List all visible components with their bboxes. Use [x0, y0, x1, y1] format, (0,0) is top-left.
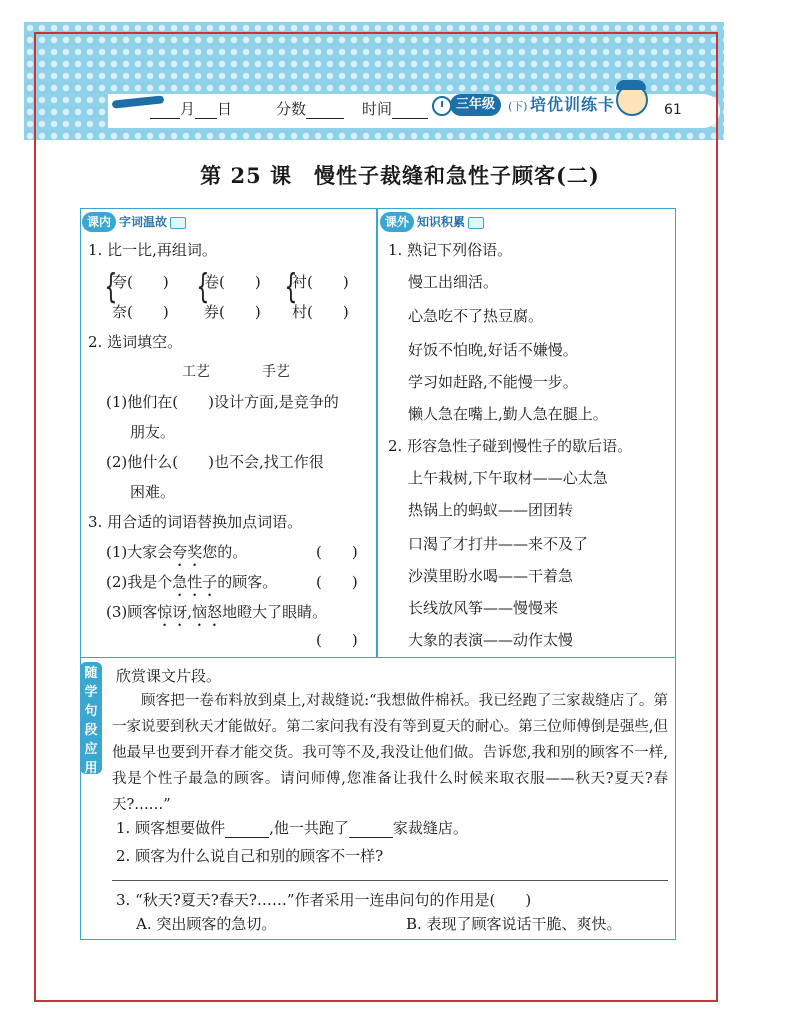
q3-item-2: (2)我是个急性子的顾客。	[106, 573, 278, 591]
xiehouyu-item: 长线放风筝——慢慢来	[408, 599, 559, 617]
column-divider	[376, 208, 378, 658]
answer-blank[interactable]	[349, 821, 393, 838]
q1-prompt: 1. 比一比,再组词。	[88, 241, 217, 259]
q1-word[interactable]: 券( )	[204, 303, 261, 321]
page-number: 61	[664, 102, 682, 118]
right-section-tab	[380, 212, 484, 232]
xiehouyu-item: 沙漠里盼水喝——干着急	[408, 567, 574, 585]
brand-title: 培优训练卡	[530, 95, 616, 114]
proverb-item: 好饭不怕晚,好话不嫌慢。	[408, 341, 578, 359]
side-tab-label: 随学句段应用	[80, 662, 102, 774]
right-tab-head: 课外	[380, 212, 414, 232]
bottom-intro: 欣赏课文片段。	[116, 667, 222, 685]
right-q2-prompt: 2. 形容急性子碰到慢性子的歇后语。	[388, 437, 633, 455]
book-icon	[170, 217, 186, 229]
q3-answer[interactable]: ( )	[316, 573, 358, 591]
month-label: 月	[180, 100, 196, 118]
right-tab-rest: 知识积累	[417, 215, 466, 229]
right-q1-prompt: 1. 熟记下列俗语。	[388, 241, 513, 259]
grade-badge: 三年级	[450, 94, 501, 116]
q1-word[interactable]: 奈( )	[112, 303, 169, 321]
brace-icon: {	[196, 267, 210, 307]
reading-passage: 顾客把一卷布料放到桌上,对裁缝说:“我想做件棉袄。我已经跑了三家裁缝店了。第一家说要到秋天才能做好。第二家问我有没有等到夏天的耐心。第三位师傅倒是强些,但他最早也要到开春才能交货。我可等不及,我没让他们做。告诉您,我和别的顾客不一样,我是个性子最急的顾客。请问师傅,您准备让我什么时候来取衣服——秋天?夏天?春天?……”	[112, 693, 668, 813]
time-label: 时间	[362, 100, 393, 118]
q2-item-2-line1[interactable]: (2)他什么( )也不会,找工作很	[106, 453, 324, 471]
book-icon	[468, 217, 484, 229]
proverb-item: 慢工出细活。	[408, 273, 499, 291]
day-label: 日	[217, 100, 233, 118]
proverb-item: 懒人急在嘴上,勤人急在腿上。	[408, 405, 608, 423]
dotted-word: 急性子	[172, 573, 218, 591]
left-tab-head: 课内	[82, 212, 116, 232]
q2-prompt: 2. 选词填空。	[88, 333, 183, 351]
option-a[interactable]: A. 突出顾客的急切。	[136, 915, 277, 933]
q1-word[interactable]: 卷( )	[204, 273, 261, 291]
bottom-q3: 3. “秋天?夏天?春天?……”作者采用一连串问句的作用是( )	[116, 891, 532, 909]
q3-prompt: 3. 用合适的词语替换加点词语。	[88, 513, 303, 531]
proverb-item: 心急吃不了热豆腐。	[408, 307, 544, 325]
q2-option: 手艺	[262, 364, 290, 380]
bottom-q1: 1. 顾客想要做件 ,他一共跑了 家裁缝店。	[116, 819, 468, 837]
xiehouyu-item: 热锅上的蚂蚁——团团转	[408, 501, 574, 519]
proverb-item: 学习如赶路,不能慢一步。	[408, 373, 578, 391]
xiehouyu-item: 上午栽树,下午取材——心太急	[408, 469, 608, 487]
q3-item-3: (3)顾客惊讶,恼怒地瞪大了眼睛。	[106, 603, 328, 621]
answer-line[interactable]	[112, 880, 668, 881]
xiehouyu-item: 大象的表演——动作太慢	[408, 631, 574, 649]
q2-item-1-line1[interactable]: (1)他们在( )设计方面,是竞争的	[106, 393, 339, 411]
q1-word[interactable]: 衬( )	[292, 273, 349, 291]
left-section-tab	[82, 212, 186, 232]
brace-icon: {	[104, 267, 118, 307]
dotted-word: 惊讶	[157, 603, 188, 621]
left-tab-rest: 字词温故	[119, 215, 168, 229]
q2-item-2-line2: 困难。	[130, 483, 176, 501]
lesson-title: 第 25 课 慢性子裁缝和急性子顾客(二)	[200, 163, 600, 188]
option-b[interactable]: B. 表现了顾客说话干脆、爽快。	[406, 915, 622, 933]
dotted-word: 夸奖	[172, 543, 203, 561]
semester-label: (下)	[508, 100, 528, 113]
bottom-q2: 2. 顾客为什么说自己和别的顾客不一样?	[116, 847, 384, 865]
q1-word[interactable]: 村( )	[292, 303, 349, 321]
q3-item-1: (1)大家会夸奖您的。	[106, 543, 248, 561]
q1-word[interactable]: 夸( )	[112, 273, 169, 291]
q2-option: 工艺	[182, 364, 210, 380]
xiehouyu-item: 口渴了才打井——来不及了	[408, 535, 589, 553]
q3-answer[interactable]: ( )	[316, 543, 358, 561]
q3-answer[interactable]: ( )	[316, 631, 358, 649]
q2-item-1-line2: 朋友。	[130, 423, 176, 441]
score-label: 分数	[276, 100, 307, 118]
brace-icon: {	[284, 267, 298, 307]
answer-blank[interactable]	[225, 821, 269, 838]
dotted-word: 恼怒	[192, 603, 223, 621]
